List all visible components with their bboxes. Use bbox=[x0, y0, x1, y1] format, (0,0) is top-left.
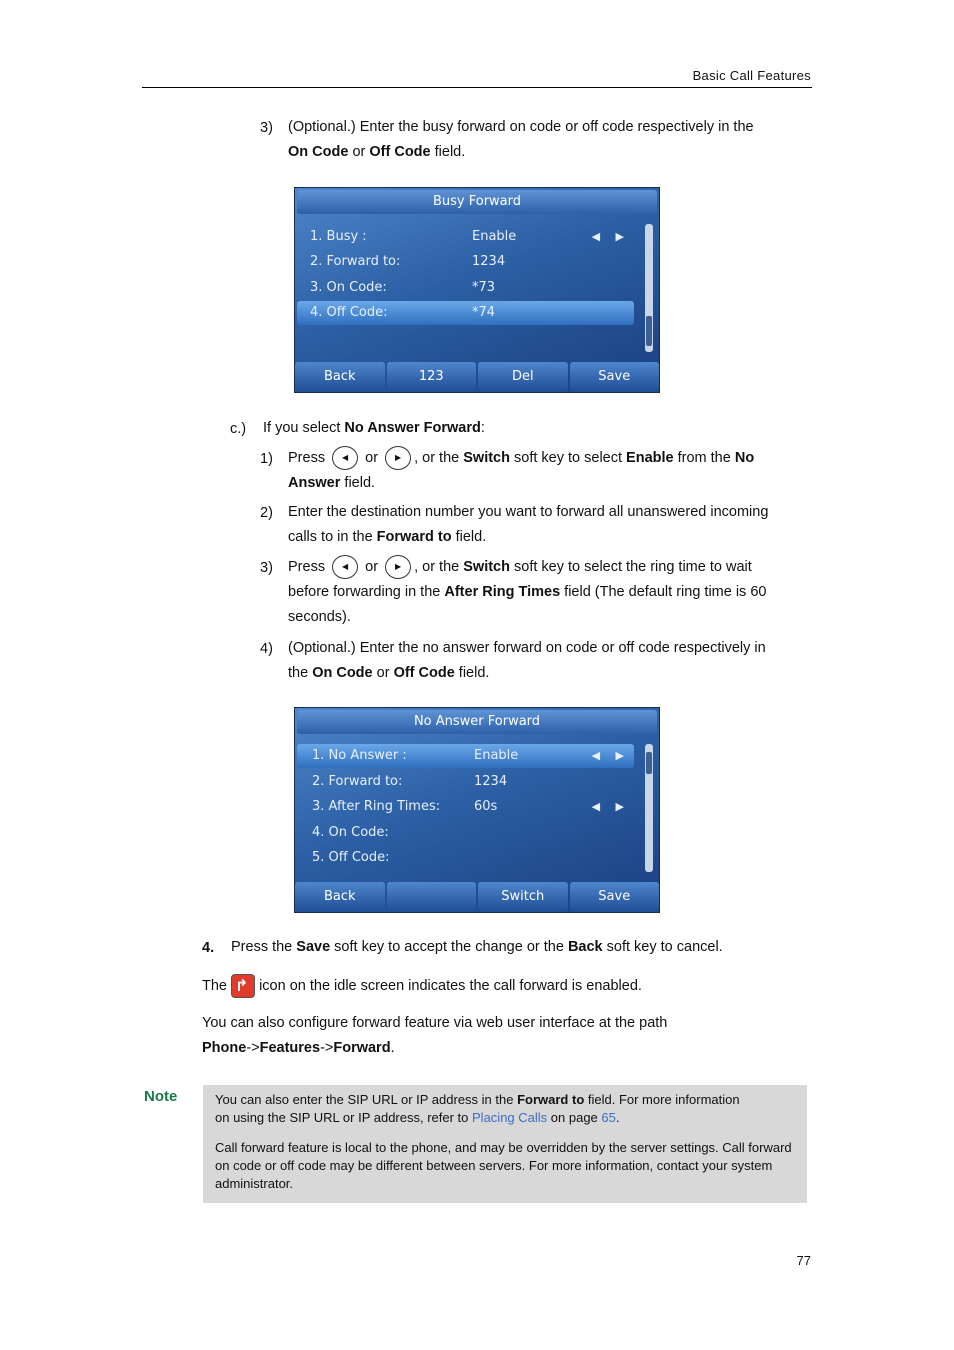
softkey-save[interactable]: Save bbox=[570, 882, 660, 912]
list-item[interactable]: 3. After Ring Times: 60s ◀ ▶ bbox=[295, 795, 634, 819]
scroll-thumb[interactable] bbox=[646, 752, 652, 774]
step-number: 4) bbox=[260, 641, 273, 657]
step-number: 3) bbox=[260, 560, 273, 576]
list-item[interactable]: 3. On Code: *73 bbox=[310, 280, 496, 295]
right-key-icon: ▶ bbox=[385, 555, 411, 579]
list-item[interactable]: 4. On Code: bbox=[312, 825, 389, 840]
softkey-bar bbox=[295, 362, 659, 392]
list-item[interactable]: 5. Off Code: bbox=[312, 850, 390, 865]
call-forward-icon bbox=[231, 974, 255, 998]
list-item-selected[interactable]: 1. No Answer : Enable ◀ ▶ bbox=[297, 744, 634, 768]
left-key-icon: ◀ bbox=[332, 446, 358, 470]
note-paragraph-1: You can also enter the SIP URL or IP address in the Forward to field. For more information on using the SIP URL or IP address, refer to Placing Calls on page 65. bbox=[215, 1092, 740, 1125]
softkey-switch[interactable]: Switch bbox=[478, 882, 568, 912]
page-number: 77 bbox=[796, 1253, 811, 1268]
left-right-arrows-icon: ◀ ▶ bbox=[591, 230, 630, 243]
softkey-del[interactable]: Del bbox=[478, 362, 568, 392]
step-number: 3) bbox=[260, 120, 273, 136]
list-item-selected[interactable]: 4. Off Code: *74 bbox=[297, 301, 634, 325]
left-right-arrows-icon: ◀ ▶ bbox=[591, 749, 630, 762]
softkey-back[interactable]: Back bbox=[295, 882, 385, 912]
softkey-123[interactable]: 123 bbox=[387, 362, 477, 392]
page-link[interactable]: 65 bbox=[601, 1110, 616, 1125]
na-step2-text: Enter the destination number you want to forward all unanswered incoming calls to in the Forward to field. bbox=[288, 504, 769, 545]
sub-c-text: If you select No Answer Forward: bbox=[263, 420, 485, 436]
screen-title: Busy Forward bbox=[297, 190, 657, 214]
list-item[interactable]: 1. Busy : Enable ◀ ▶ bbox=[295, 225, 634, 249]
right-key-icon: ▶ bbox=[385, 446, 411, 470]
step4-text: Press the Save soft key to accept the change or the Back soft key to cancel. bbox=[231, 939, 723, 955]
softkey-save[interactable]: Save bbox=[570, 362, 660, 392]
busy-forward-screen bbox=[294, 187, 660, 393]
header-rule bbox=[142, 87, 812, 88]
softkey-back[interactable]: Back bbox=[295, 362, 385, 392]
list-item[interactable]: 2. Forward to: 1234 bbox=[310, 254, 506, 269]
running-header: Basic Call Features bbox=[692, 68, 811, 83]
no-answer-forward-screen bbox=[294, 707, 660, 913]
list-item[interactable]: 2. Forward to: 1234 bbox=[312, 774, 508, 789]
step-number: 2) bbox=[260, 505, 273, 521]
na-step1-text: Press ◀ or ▶ , or the Switch soft key to select Enable from the No Answer field. bbox=[288, 446, 818, 496]
placing-calls-link[interactable]: Placing Calls bbox=[472, 1110, 548, 1125]
step-number: 4. bbox=[202, 940, 215, 956]
scrollbar[interactable] bbox=[645, 224, 653, 352]
softkey-bar bbox=[295, 882, 659, 912]
screen-title: No Answer Forward bbox=[297, 710, 657, 734]
na-step3-text: Press ◀ or ▶ , or the Switch soft key to select the ring time to wait before forwarding in the After Ring Times field (The default ring time is 60 seconds). bbox=[288, 555, 818, 630]
step-number: 1) bbox=[260, 451, 273, 467]
left-key-icon: ◀ bbox=[332, 555, 358, 579]
icon-line: The ↱ icon on the idle screen indicates the call forward is enabled. bbox=[202, 974, 642, 999]
scroll-thumb[interactable] bbox=[646, 316, 652, 346]
sub-label: c.) bbox=[230, 421, 247, 437]
softkey-empty[interactable] bbox=[387, 882, 477, 912]
web-path-text: You can also configure forward feature via web user interface at the path Phone->Features->Forward. bbox=[202, 1015, 668, 1056]
note-box bbox=[203, 1085, 807, 1203]
left-right-arrows-icon: ◀ ▶ bbox=[591, 800, 630, 813]
step3-busy-text: (Optional.) Enter the busy forward on code or off code respectively in the On Code or Off Code field. bbox=[288, 119, 754, 160]
note-paragraph-2: Call forward feature is local to the phone, and may be overridden by the server settings. Call forward on code or off code may be different between servers. For more information, contact your system administrator. bbox=[215, 1140, 792, 1191]
na-step4-text: (Optional.) Enter the no answer forward on code or off code respectively in the On Code or Off Code field. bbox=[288, 640, 766, 681]
scrollbar[interactable] bbox=[645, 744, 653, 872]
note-label: Note bbox=[144, 1088, 178, 1105]
